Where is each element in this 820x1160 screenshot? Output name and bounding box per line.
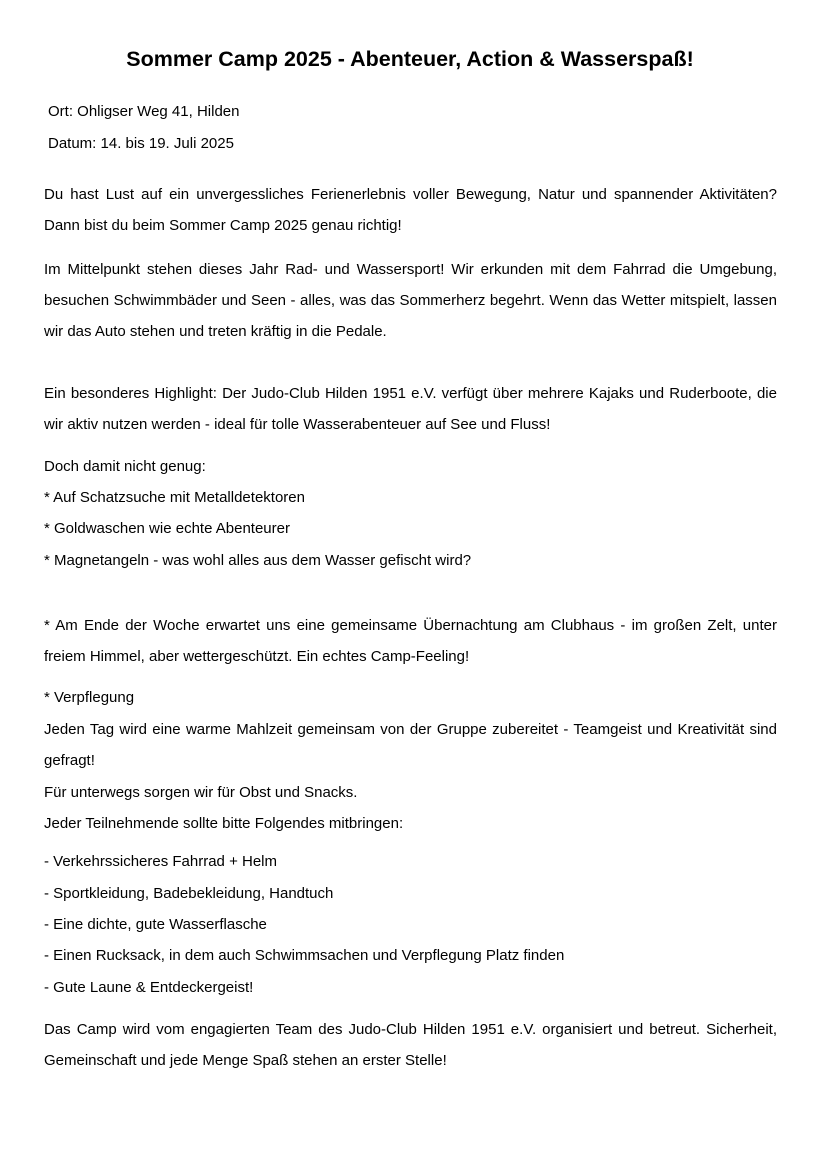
more-intro-line: Doch damit nicht genug: — [44, 458, 206, 475]
bring-list-item: - Verkehrssicheres Fahrrad + Helm — [44, 853, 277, 870]
catering-heading: * Verpflegung — [44, 689, 135, 706]
bring-list-item: - Einen Rucksack, in dem auch Schwimmsachen und Verpflegung Platz finden — [44, 947, 565, 964]
focus-paragraph: Im Mittelpunkt stehen dieses Jahr Rad- und Wassersport! Wir erkunden mit dem Fahrrad die Umgebung, besuchen Schwimmbäder und Seen - alles, was das Sommerherz begehrt. Wenn das Wetter mitspielt, lassen wir das Auto stehen und treten kräftig in die Pedale. — [44, 261, 777, 340]
closing-paragraph: Das Camp wird vom engagierten Team des Judo-Club Hilden 1951 e.V. organisiert und betreut. Sicherheit, Gemeinschaft und jede Menge Spaß stehen an erster Stelle! — [44, 1021, 777, 1069]
bring-list-item: - Gute Laune & Entdeckergeist! — [44, 979, 254, 996]
bring-intro-line: Jeder Teilnehmende sollte bitte Folgendes mitbringen: — [44, 815, 404, 832]
snacks-line: Für unterwegs sorgen wir für Obst und Snacks. — [44, 784, 358, 801]
intro-paragraph: Du hast Lust auf ein unvergessliches Ferienerlebnis voller Bewegung, Natur und spannender Aktivitäten? Dann bist du beim Sommer Camp 2025 genau richtig! — [44, 186, 777, 234]
activity-item: * Goldwaschen wie echte Abenteurer — [44, 520, 290, 537]
document-title: Sommer Camp 2025 - Abenteuer, Action & Wasserspaß! — [126, 47, 694, 71]
bring-list-item: - Eine dichte, gute Wasserflasche — [44, 916, 267, 933]
location-line: Ort: Ohligser Weg 41, Hilden — [48, 103, 240, 120]
bring-list-item: - Sportkleidung, Badebekleidung, Handtuch — [44, 885, 334, 902]
date-line: Datum: 14. bis 19. Juli 2025 — [48, 135, 234, 152]
highlight-paragraph: Ein besonderes Highlight: Der Judo-Club Hilden 1951 e.V. verfügt über mehrere Kajaks und Ruderboote, die wir aktiv nutzen werden - ideal für tolle Wasserabenteuer auf See und Fluss! — [44, 385, 777, 433]
activity-item: * Magnetangeln - was wohl alles aus dem Wasser gefischt wird? — [44, 552, 472, 569]
activity-item: * Auf Schatzsuche mit Metalldetektoren — [44, 489, 305, 506]
catering-paragraph: Jeden Tag wird eine warme Mahlzeit gemeinsam von der Gruppe zubereitet - Teamgeist und Kreativität sind gefragt! — [44, 721, 777, 769]
overnight-paragraph: * Am Ende der Woche erwartet uns eine gemeinsame Übernachtung am Clubhaus - im großen Zelt, unter freiem Himmel, aber wettergeschützt. Ein echtes Camp-Feeling! — [44, 617, 777, 665]
